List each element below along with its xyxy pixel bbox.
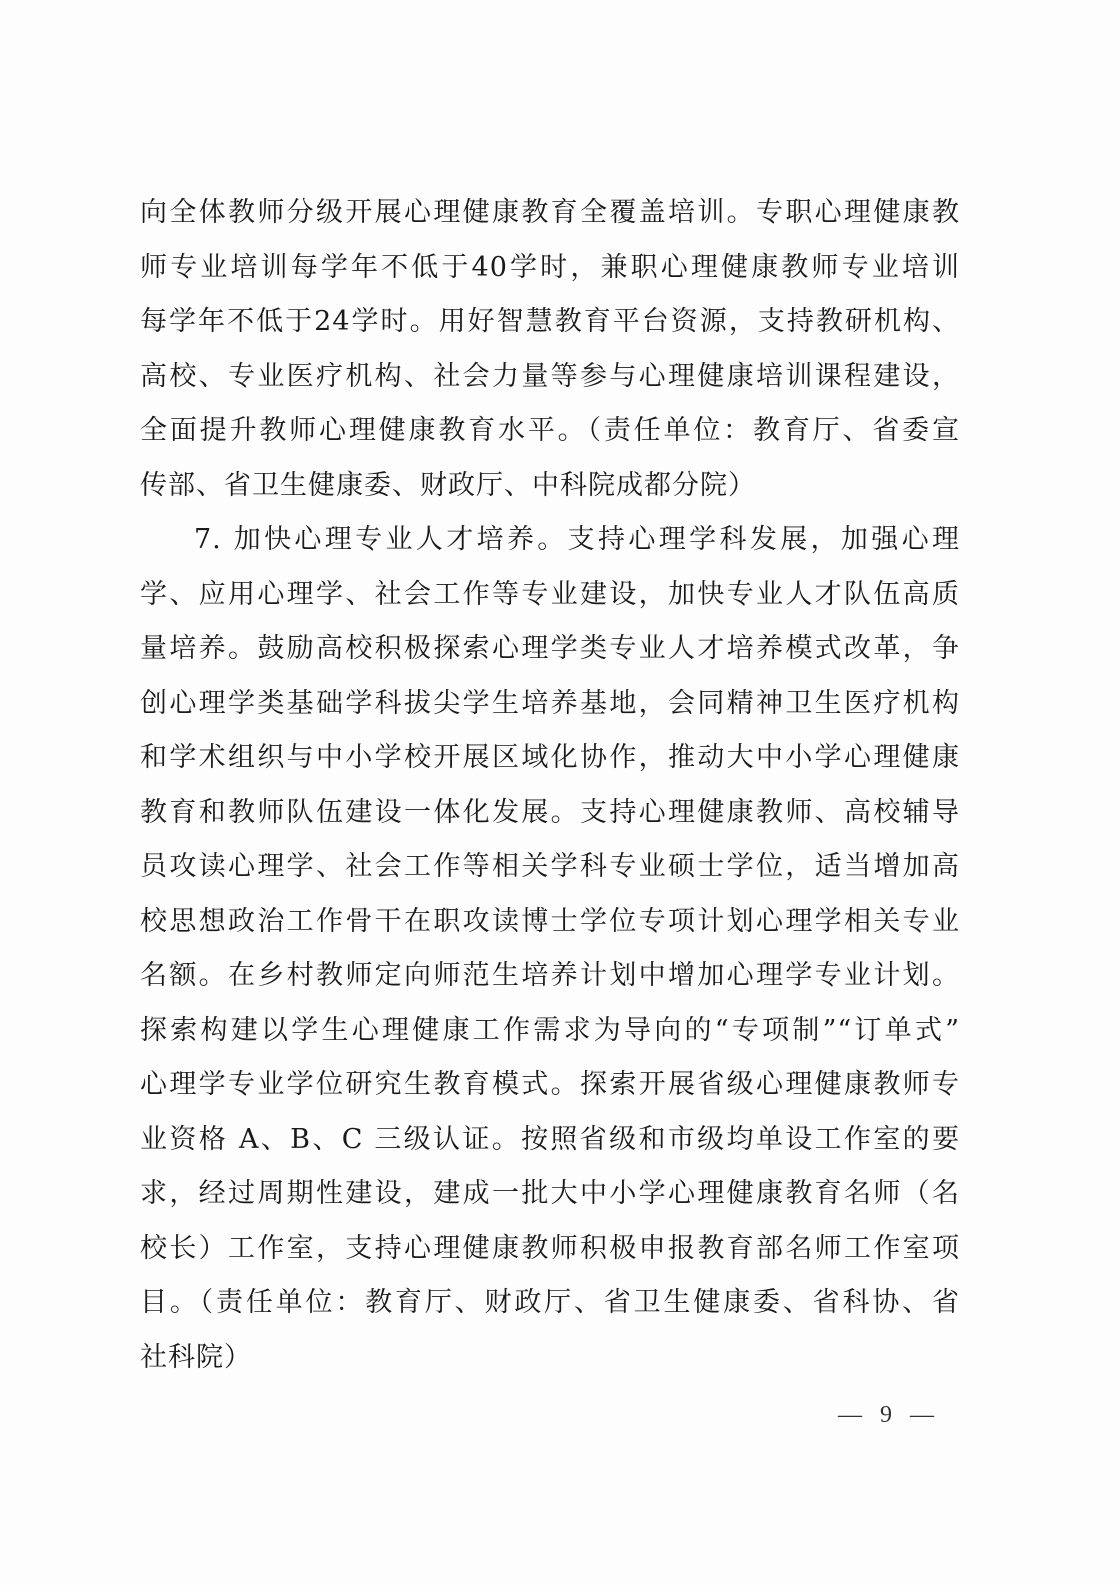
text-line: 每学年不低于24学时。用好智慧教育平台资源，支持教研机构、: [140, 306, 960, 337]
text-line: 心理学专业学位研究生教育模式。探索开展省级心理健康教师专: [140, 1069, 960, 1100]
text-line: 社科院）: [140, 1341, 252, 1373]
text-line: 全面提升教师心理健康教育水平。（责任单位：教育厅、省委宣: [140, 415, 960, 446]
text-line: 量培养。鼓励高校积极探索心理学类专业人才培养模式改革，争: [140, 633, 960, 664]
text-line: 校长）工作室，支持心理健康教师积极申报教育部名师工作室项: [140, 1232, 960, 1264]
text-line: 师专业培训每学年不低于40学时，兼职心理健康教师专业培训: [140, 251, 960, 283]
body-text: [140, 186, 960, 1385]
text-line: 传部、省卫生健康委、财政厅、中科院成都分院）: [140, 469, 756, 501]
text-line: 校思想政治工作骨干在职攻读博士学位专项计划心理学相关专业: [140, 905, 960, 937]
text-line: 高校、专业医疗机构、社会力量等参与心理健康培训课程建设，: [140, 360, 960, 392]
text-line: 教育和教师队伍建设一体化发展。支持心理健康教师、高校辅导: [140, 796, 960, 828]
section-heading-line: 7. 加快心理专业人才培养。支持心理学科发展，加强心理: [194, 524, 960, 555]
text-line: 创心理学类基础学科拔尖学生培养基地，会同精神卫生医疗机构: [140, 687, 960, 719]
page-number: — 9 —: [838, 1402, 940, 1428]
text-line: 向全体教师分级开展心理健康教育全覆盖培训。专职心理健康教: [140, 197, 960, 228]
text-line: 目。（责任单位：教育厅、财政厅、省卫生健康委、省科协、省: [140, 1287, 960, 1318]
text-line: 求，经过周期性建设，建成一批大中小学心理健康教育名师（名: [140, 1178, 960, 1209]
text-line: 和学术组织与中小学校开展区域化协作，推动大中小学心理健康: [140, 742, 960, 773]
text-line: 名额。在乡村教师定向师范生培养计划中增加心理学专业计划。: [140, 960, 960, 991]
text-line: 员攻读心理学、社会工作等相关学科专业硕士学位，适当增加高: [140, 851, 960, 882]
text-line: 学、应用心理学、社会工作等专业建设，加快专业人才队伍高质: [140, 578, 960, 610]
text-line: 业资格 A、B、C 三级认证。按照省级和市级均单设工作室的要: [140, 1123, 960, 1155]
text-line: 探索构建以学生心理健康工作需求为导向的“专项制”“订单式”: [140, 1014, 960, 1046]
